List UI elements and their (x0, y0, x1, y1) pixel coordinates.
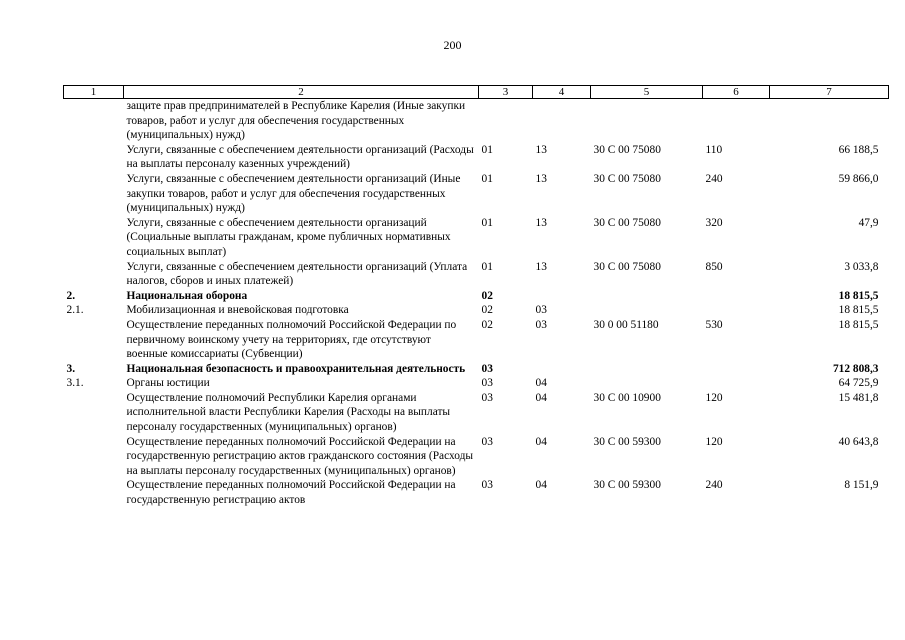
row-expense-type: 320 (705, 216, 723, 229)
row-expense-type: 240 (705, 479, 723, 492)
row-section: 03 (481, 391, 493, 404)
row-expense-type (703, 289, 770, 304)
row-amount: 3 033,8 (844, 260, 879, 273)
row-name: Услуги, связанные с обеспечением деятельности организаций (Социальные выплаты гражданам, кроме публичных нормативных социальных выплат) (126, 216, 451, 258)
row-expense-type (703, 99, 770, 143)
row-amount: 59 866,0 (838, 172, 879, 185)
row-subsection: 13 (535, 260, 547, 273)
row-target-code (591, 376, 703, 391)
row-number (64, 143, 124, 172)
table-body (64, 99, 889, 508)
row-amount: 18 815,5 (838, 318, 879, 331)
row-amount: 64 725,9 (838, 377, 879, 390)
header-cell-1: 1 (64, 86, 124, 99)
row-amount: 18 815,5 (838, 304, 879, 317)
header-cell-4: 4 (533, 86, 591, 99)
row-target-code: 30 С 00 75080 (593, 260, 661, 273)
row-amount: 40 643,8 (838, 435, 879, 448)
row-expense-type: 240 (705, 172, 723, 185)
row-expense-type (703, 376, 770, 391)
row-number: 3. (66, 362, 76, 375)
row-target-code (591, 303, 703, 318)
table-row (64, 391, 889, 435)
row-section: 01 (481, 143, 493, 156)
header-cell-5: 5 (591, 86, 703, 99)
row-amount (770, 99, 889, 143)
row-subsection: 13 (535, 216, 547, 229)
row-number (64, 478, 124, 507)
table-header (64, 86, 889, 99)
row-section: 03 (481, 377, 493, 390)
row-name: защите прав предпринимателей в Республике Карелия (Иные закупки товаров, работ и услуг для обеспечения государственных (муниципальных) нужд) (126, 100, 466, 142)
row-subsection (533, 362, 591, 377)
row-subsection: 03 (535, 318, 547, 331)
row-section: 03 (481, 362, 493, 375)
row-expense-type: 120 (705, 391, 723, 404)
row-name: Национальная оборона (126, 289, 248, 302)
row-section: 01 (481, 172, 493, 185)
row-number (64, 216, 124, 260)
row-subsection (533, 99, 591, 143)
row-name: Услуги, связанные с обеспечением деятельности организаций (Уплата налогов, сборов и иных платежей) (126, 260, 468, 288)
table-row (64, 318, 889, 362)
table-row (64, 478, 889, 507)
row-target-code: 30 С 00 75080 (593, 216, 661, 229)
row-target-code (591, 99, 703, 143)
row-expense-type: 530 (705, 318, 723, 331)
row-target-code: 30 С 00 75080 (593, 172, 661, 185)
table-row (64, 303, 889, 318)
table-row (64, 216, 889, 260)
header-cell-3: 3 (479, 86, 533, 99)
row-name: Национальная безопасность и правоохранительная деятельность (126, 362, 466, 375)
row-amount: 66 188,5 (838, 143, 879, 156)
row-subsection: 04 (535, 479, 547, 492)
row-subsection: 04 (535, 377, 547, 390)
row-expense-type (703, 303, 770, 318)
row-number: 2. (66, 289, 76, 302)
header-row (64, 86, 889, 99)
row-target-code: 30 С 00 75080 (593, 143, 661, 156)
header-cell-2: 2 (124, 86, 479, 99)
row-target-code (591, 362, 703, 377)
row-number (64, 435, 124, 479)
row-subsection: 13 (535, 143, 547, 156)
row-amount: 712 808,3 (832, 362, 879, 375)
row-expense-type: 850 (705, 260, 723, 273)
row-subsection: 04 (535, 435, 547, 448)
row-name: Осуществление полномочий Республики Карелия органами исполнительной власти Республики Карелия (Расходы на выплаты персоналу государственных (муниципальных) органов) (126, 391, 451, 434)
table-row (64, 99, 889, 143)
row-section: 02 (481, 304, 493, 317)
table-row (64, 172, 889, 216)
row-number (64, 172, 124, 216)
table-row (64, 362, 889, 377)
row-amount: 47,9 (858, 216, 879, 229)
row-name: Осуществление переданных полномочий Российской Федерации на государственную регистрацию актов (126, 479, 456, 507)
row-name: Органы юстиции (126, 377, 210, 390)
row-name: Осуществление переданных полномочий Российской Федерации на государственную регистрацию актов гражданского состояния (Расходы на выплаты персоналу государственных (муниципальных) органов) (126, 435, 474, 477)
table-row (64, 143, 889, 172)
header-cell-6: 6 (703, 86, 770, 99)
row-number: 2.1. (66, 304, 84, 317)
row-section: 01 (481, 260, 493, 273)
row-section: 03 (481, 435, 493, 448)
row-expense-type: 110 (705, 143, 723, 156)
row-amount: 15 481,8 (838, 391, 879, 404)
row-subsection: 04 (535, 391, 547, 404)
table-row (64, 260, 889, 289)
row-target-code: 30 С 00 59300 (593, 435, 661, 448)
row-section: 03 (481, 479, 493, 492)
row-amount: 8 151,9 (844, 479, 879, 492)
row-section: 01 (481, 216, 493, 229)
page-number: 200 (443, 38, 462, 52)
row-target-code: 30 С 00 59300 (593, 479, 661, 492)
row-section: 02 (481, 318, 493, 331)
row-number (64, 318, 124, 362)
row-target-code (591, 289, 703, 304)
row-section (479, 99, 533, 143)
row-section: 02 (481, 289, 493, 302)
row-name: Услуги, связанные с обеспечением деятельности организаций (Расходы на выплаты персоналу казенных учреждений) (126, 143, 474, 171)
row-subsection (533, 289, 591, 304)
row-target-code: 30 0 00 51180 (593, 318, 659, 331)
row-subsection: 03 (535, 304, 547, 317)
table-row (64, 435, 889, 479)
row-expense-type (703, 362, 770, 377)
row-name: Мобилизационная и вневойсковая подготовка (126, 304, 349, 317)
row-target-code: 30 С 00 10900 (593, 391, 661, 404)
row-number (64, 260, 124, 289)
row-number: 3.1. (66, 377, 84, 390)
row-name: Услуги, связанные с обеспечением деятельности организаций (Иные закупки товаров, работ и услуг для обеспечения государственных (муниципальных) нужд) (126, 172, 461, 215)
row-subsection: 13 (535, 172, 547, 185)
row-number (64, 391, 124, 435)
table-row (64, 289, 889, 304)
row-amount: 18 815,5 (838, 289, 879, 302)
budget-table (63, 85, 889, 508)
row-name: Осуществление переданных полномочий Российской Федерации по первичному воинскому учету на территориях, где отсутствуют военные комиссариаты (Субвенции) (126, 318, 457, 361)
header-cell-7: 7 (770, 86, 889, 99)
table-row (64, 376, 889, 391)
row-number (64, 99, 124, 143)
row-expense-type: 120 (705, 435, 723, 448)
